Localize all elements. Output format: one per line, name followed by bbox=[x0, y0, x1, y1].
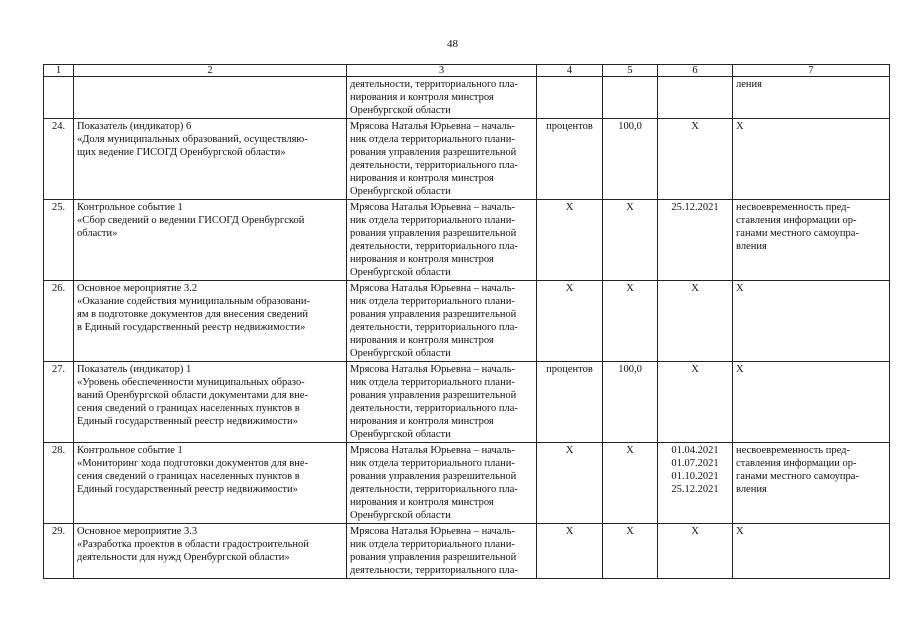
row-number: 24. bbox=[44, 119, 74, 200]
unit-cell: процентов bbox=[537, 119, 603, 200]
risk-cell: несвоевременность пред- ставления информации ор- ганами местного самоупра- вления bbox=[733, 443, 890, 524]
table-row bbox=[44, 200, 890, 281]
date-cell: Х bbox=[658, 524, 733, 579]
activity-name: Контрольное событие 1 «Мониторинг хода подготовки документов для вне- сения сведений о границах населенных пунктов в Единый государственный реестр недвижимости» bbox=[74, 443, 347, 524]
row-number: 28. bbox=[44, 443, 74, 524]
header-row bbox=[44, 65, 890, 77]
responsible-person: Мрясова Наталья Юрьевна – началь- ник отдела территориального плани- рования управления разрешительной деятельности, территориального пла- нирования и контроля минстроя Оренбургской области bbox=[347, 200, 537, 281]
value-cell: 100,0 bbox=[603, 119, 658, 200]
activity-name: Показатель (индикатор) 6 «Доля муниципальных образований, осуществляю- щих ведение ГИСОГД Оренбургской области» bbox=[74, 119, 347, 200]
responsible-person: Мрясова Наталья Юрьевна – началь- ник отдела территориального плани- рования управления разрешительной деятельности, территориального пла- bbox=[347, 524, 537, 579]
risk-cell: Х bbox=[733, 362, 890, 443]
column-header: 1 bbox=[44, 65, 74, 77]
activity-name: Контрольное событие 1 «Сбор сведений о ведении ГИСОГД Оренбургской области» bbox=[74, 200, 347, 281]
date-cell: Х bbox=[658, 362, 733, 443]
responsible-person: деятельности, территориального пла- нирования и контроля минстроя Оренбургской области bbox=[347, 77, 537, 119]
unit-cell: Х bbox=[537, 281, 603, 362]
date-cell: 25.12.2021 bbox=[658, 200, 733, 281]
table-row bbox=[44, 524, 890, 579]
risk-cell: несвоевременность пред- ставления информации ор- ганами местного самоупра- вления bbox=[733, 200, 890, 281]
table-row bbox=[44, 281, 890, 362]
column-header: 4 bbox=[537, 65, 603, 77]
table-row bbox=[44, 443, 890, 524]
date-cell bbox=[658, 77, 733, 119]
column-header: 5 bbox=[603, 65, 658, 77]
activity-name bbox=[74, 77, 347, 119]
risk-cell: Х bbox=[733, 119, 890, 200]
column-header: 6 bbox=[658, 65, 733, 77]
table-row bbox=[44, 119, 890, 200]
unit-cell: Х bbox=[537, 200, 603, 281]
value-cell: Х bbox=[603, 281, 658, 362]
responsible-person: Мрясова Наталья Юрьевна – началь- ник отдела территориального плани- рования управления разрешительной деятельности, территориального пла- нирования и контроля минстроя Оренбургской области bbox=[347, 119, 537, 200]
value-cell: Х bbox=[603, 200, 658, 281]
column-header: 2 bbox=[74, 65, 347, 77]
responsible-person: Мрясова Наталья Юрьевна – началь- ник отдела территориального плани- рования управления разрешительной деятельности, территориального пла- нирования и контроля минстроя Оренбургской области bbox=[347, 443, 537, 524]
risk-cell: Х bbox=[733, 524, 890, 579]
activity-name: Основное мероприятие 3.2 «Оказание содействия муниципальным образовани- ям в подготовке документов для внесения сведений в Единый государственный реестр недвижимости» bbox=[74, 281, 347, 362]
table-row bbox=[44, 77, 890, 119]
date-cell: 01.04.2021 01.07.2021 01.10.2021 25.12.2021 bbox=[658, 443, 733, 524]
page-number: 48 bbox=[447, 38, 458, 50]
row-number: 25. bbox=[44, 200, 74, 281]
responsible-person: Мрясова Наталья Юрьевна – началь- ник отдела территориального плани- рования управления разрешительной деятельности, территориального пла- нирования и контроля минстроя Оренбургской области bbox=[347, 281, 537, 362]
row-number: 27. bbox=[44, 362, 74, 443]
value-cell: 100,0 bbox=[603, 362, 658, 443]
column-header: 7 bbox=[733, 65, 890, 77]
risk-cell: Х bbox=[733, 281, 890, 362]
risk-cell: ления bbox=[733, 77, 890, 119]
date-cell: Х bbox=[658, 119, 733, 200]
row-number bbox=[44, 77, 74, 119]
row-number: 26. bbox=[44, 281, 74, 362]
responsible-person: Мрясова Наталья Юрьевна – началь- ник отдела территориального плани- рования управления разрешительной деятельности, территориального пла- нирования и контроля минстроя Оренбургской области bbox=[347, 362, 537, 443]
activity-name: Основное мероприятие 3.3 «Разработка проектов в области градостроительной деятельности для нужд Оренбургской области» bbox=[74, 524, 347, 579]
plan-table bbox=[43, 64, 890, 579]
unit-cell: Х bbox=[537, 443, 603, 524]
unit-cell bbox=[537, 77, 603, 119]
unit-cell: процентов bbox=[537, 362, 603, 443]
value-cell: Х bbox=[603, 443, 658, 524]
activity-name: Показатель (индикатор) 1 «Уровень обеспеченности муниципальных образо- ваний Оренбургской области документами для вне- сения сведений о границах населенных пунктов в Единый государственный реестр недвижимости» bbox=[74, 362, 347, 443]
date-cell: Х bbox=[658, 281, 733, 362]
row-number: 29. bbox=[44, 524, 74, 579]
value-cell: Х bbox=[603, 524, 658, 579]
unit-cell: Х bbox=[537, 524, 603, 579]
column-header: 3 bbox=[347, 65, 537, 77]
value-cell bbox=[603, 77, 658, 119]
table-row bbox=[44, 362, 890, 443]
